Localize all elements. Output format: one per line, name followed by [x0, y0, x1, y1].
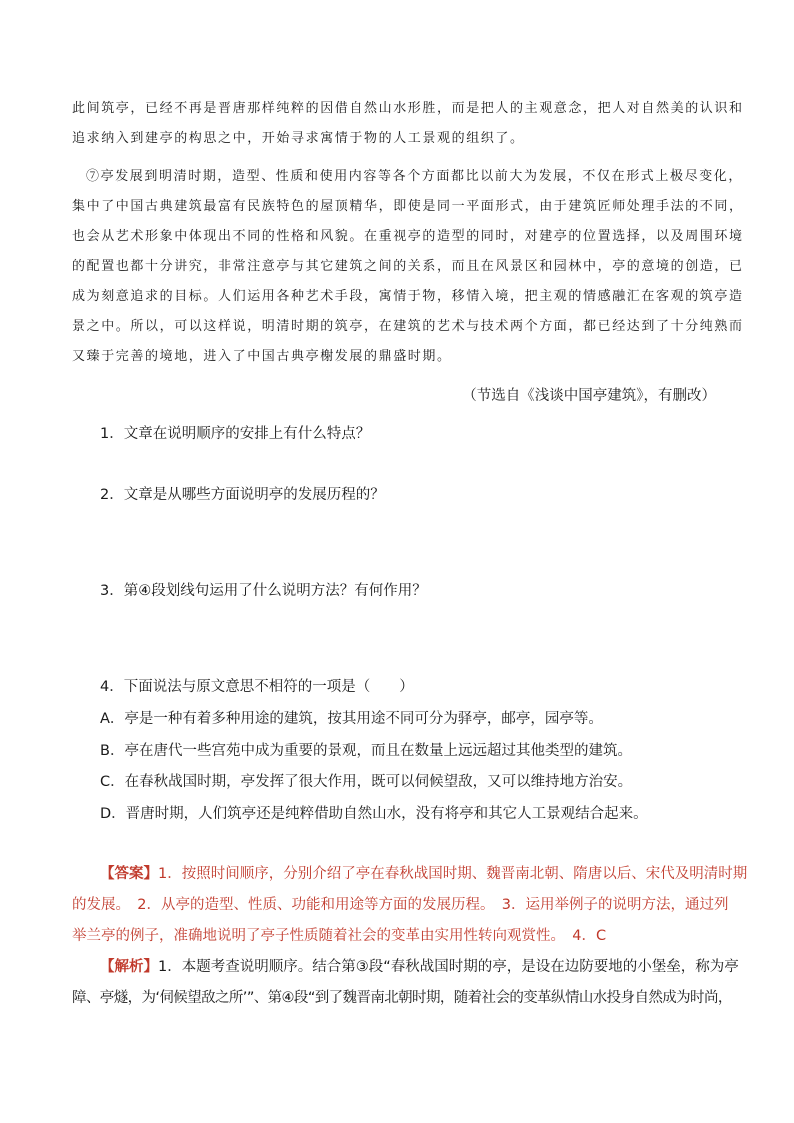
passage-line: 集中了中国古典建筑最富有民族特色的屋顶精华，即使是同一平面形式，由于建筑匠师处理手法的不同， — [72, 199, 744, 214]
source-citation: （节选自《浅谈中国亭建筑》，有删改） — [462, 388, 716, 404]
option-b: B．亭在唐代一些宫苑中成为重要的景观，而且在数量上远远超过其他类型的建筑。 — [100, 743, 632, 759]
answer-block — [72, 859, 748, 1014]
passage-line: 的配置也都十分讲究，非常注意亭与其它建筑之间的关系，而且在风景区和园林中，亭的意境的创造，已 — [72, 259, 744, 274]
answer-tag: 【答案】 — [100, 866, 158, 882]
analysis-line: 1．本题考查说明顺序。结合第③段“春秋战国时期的亭，是设在边防要地的小堡垒，称为亭 — [158, 959, 739, 975]
question-2: 2．文章是从哪些方面说明亭的发展历程的？ — [100, 487, 385, 503]
passage-line: 此间筑亭，已经不再是晋唐那样纯粹的因借自然山水形胜，而是把人的主观意念，把人对自然美的认识和 — [72, 101, 744, 116]
passage-line: 也会从艺术形象中体现出不同的性格和风貌。在重视亭的造型的同时，对建亭的位置选择，以及周围环境 — [72, 229, 744, 244]
passage-line: 成为刻意追求的目标。人们运用各种艺术手段，寓情于物，移情入境，把主观的情感融汇在客观的筑亭造 — [72, 289, 744, 304]
analysis-line: 障、亭燧，为‘伺候望敌之所’”、第④段“到了魏晋南北朝时期，随着社会的变革纵情山水投身自然成为时尚， — [72, 990, 732, 1006]
question-3: 3．第④段划线句运用了什么说明方法？有何作用？ — [100, 583, 427, 599]
passage-line: ⑦亭发展到明清时期，造型、性质和使用内容等各个方面都比以前大为发展，不仅在形式上极尽变化， — [86, 169, 744, 184]
answer-line: 举兰亭的例子，准确地说明了亭子性质随着社会的变革由实用性转向观赏性。 4．C — [72, 928, 607, 944]
option-c: C．在春秋战国时期，亭发挥了很大作用，既可以伺候望敌，又可以维持地方治安。 — [100, 774, 633, 790]
question-4: 4．下面说法与原文意思不相符的一项是（ ） — [100, 679, 414, 695]
option-a: A．亭是一种有着多种用途的建筑，按其用途不同可分为驿亭，邮亭，园亭等。 — [100, 711, 603, 727]
passage-line: 景之中。所以，可以这样说，明清时期的筑亭，在建筑的艺术与技术两个方面，都已经达到了十分纯熟而 — [72, 319, 744, 334]
analysis-tag: 【解析】 — [100, 959, 158, 975]
question-1: 1．文章在说明顺序的安排上有什么特点？ — [100, 426, 371, 442]
option-d: D．晋唐时期，人们筑亭还是纯粹借助自然山水，没有将亭和其它人工景观结合起来。 — [100, 806, 648, 822]
passage-line: 又臻于完善的境地，进入了中国古典亭榭发展的鼎盛时期。 — [72, 349, 452, 364]
answer-line: 1．按照时间顺序，分别介绍了亭在春秋战国时期、魏晋南北朝、隋唐以后、宋代及明清时期 — [158, 866, 748, 882]
answer-line: 的发展。 2．从亭的造型、性质、功能和用途等方面的发展历程。 3．运用举例子的说明方法，通过列 — [72, 897, 729, 913]
passage-line: 追求纳入到建亭的构思之中，开始寻求寓情于物的人工景观的组织了。 — [72, 131, 525, 146]
passage-text — [72, 94, 744, 372]
